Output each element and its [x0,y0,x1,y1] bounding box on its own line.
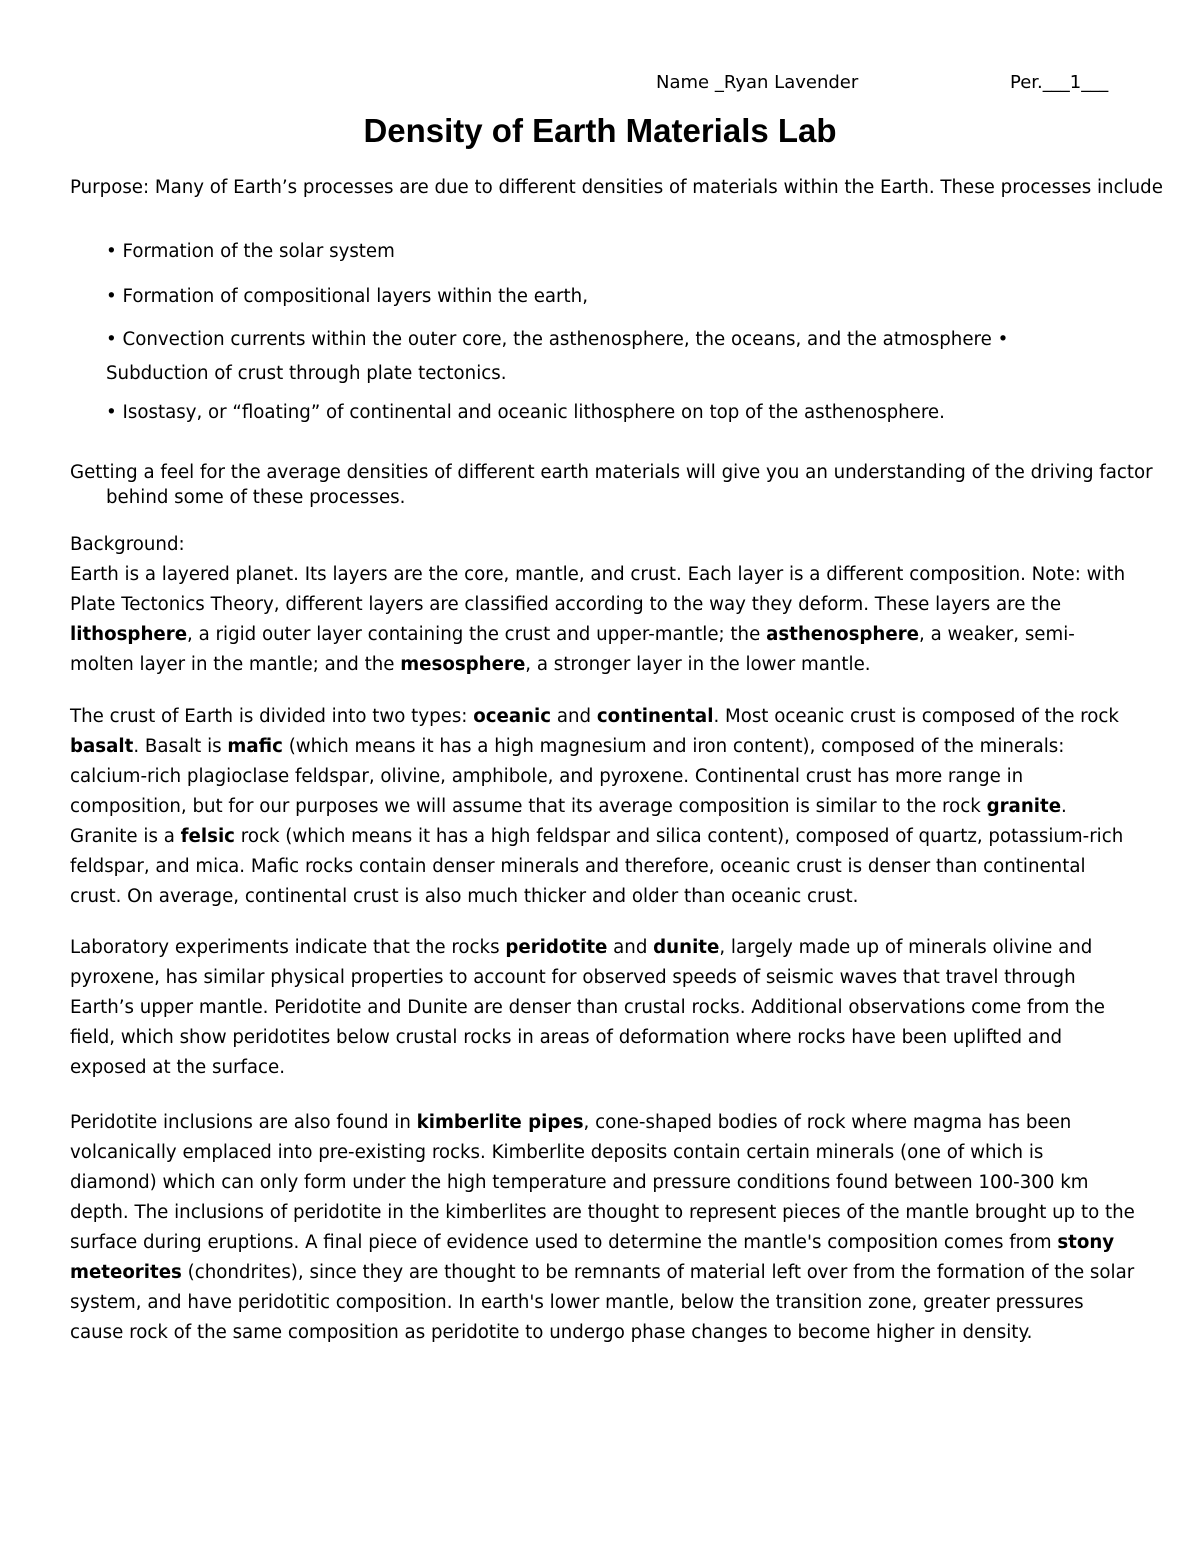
text-run: . Basalt is [133,736,228,757]
background-paragraph-1 [70,560,1135,680]
text-run: . Granite is a [70,796,1067,847]
student-name-field: Name _Ryan Lavender [656,72,859,93]
text-run: Peridotite inclusions are also found in [70,1112,417,1133]
text-run: (which means it has a high magnesium and iron content), composed of the minerals: calcium-rich plagioclase feldspar, olivine, amphibole, and pyroxene. Continental crust has more range in composition, but for our purposes we will assume that its average composition is similar to the rock [70,736,1065,817]
period-field: Per.___1___ [1010,72,1109,93]
term-continental: continental [596,706,714,727]
term-asthenosphere: asthenosphere [766,624,920,645]
text-run: (chondrites), since they are thought to be remnants of material left over from the formation of the solar system, and have peridotitic composition. In earth's lower mantle, below the transition zone, greater pressures cause rock of the same composition as peridotite to undergo phase changes to become higher in density. [70,1262,1135,1343]
term-stony-meteorites: stony meteorites [70,1232,1115,1283]
text-run: . Most oceanic crust is composed of the rock [713,706,1119,727]
term-mafic: mafic [227,736,283,757]
purpose-closing: Getting a feel for the average densities of different earth materials will give you an understanding of the driving factor behind some of these processes. [70,462,1153,508]
term-felsic: felsic [180,826,235,847]
text-run: rock (which means it has a high feldspar and silica content), composed of quartz, potassium-rich feldspar, and mica. Mafic rocks contain denser minerals and therefore, oceanic crust is denser than continental crust. On average, continental crust is also much thicker and older than oceanic crust. [70,826,1124,907]
term-peridotite: peridotite [505,937,608,958]
text-run: , a stronger layer in the lower mantle. [525,654,871,675]
term-granite: granite [986,796,1062,817]
text-run: , a rigid outer layer containing the crust and upper-mantle; the [187,624,767,645]
background-paragraph-4 [70,1108,1135,1348]
text-run: , cone-shaped bodies of rock where magma has been volcanically emplaced into pre-existing rocks. Kimberlite deposits contain certain minerals (one of which is diamond) which can only form under the high temperature and pressure conditions found between 100-300 km depth. The inclusions of peridotite in the kimberlites are thought to represent pieces of the mantle brought up to the surface during eruptions. A final piece of evidence used to determine the mantle's composition comes from [70,1112,1135,1253]
text-run: Laboratory experiments indicate that the rocks [70,937,506,958]
term-oceanic: oceanic [473,706,552,727]
text-run: and [551,706,597,727]
purpose-bullet: • Formation of the solar system [106,241,395,262]
term-lithosphere: lithosphere [70,624,188,645]
purpose-bullet: • Formation of compositional layers within the earth, [106,286,588,307]
purpose-intro: Purpose: Many of Earth’s processes are due to different densities of materials within the Earth. These processes include [70,177,1163,198]
background-paragraph-3 [70,933,1135,1083]
background-heading: Background: [70,534,185,555]
text-run: Earth is a layered planet. Its layers are the core, mantle, and crust. Each layer is a different composition. Note: with Plate Tectonics Theory, different layers are classified according to the way they deform. These layers are the [70,564,1126,615]
text-run: , largely made up of minerals olivine and pyroxene, has similar physical properties to account for observed speeds of seismic waves that travel through Earth’s upper mantle. Peridotite and Dunite are denser than crustal rocks. Additional observations come from the field, which show peridotites below crustal rocks in areas of deformation where rocks have been uplifted and exposed at the surface. [70,937,1105,1078]
text-run: The crust of Earth is divided into two types: [70,706,474,727]
text-run: , a weaker, semi-molten layer in the mantle; and the [70,624,1075,675]
header-line [0,72,1200,98]
term-dunite: dunite [653,937,720,958]
term-basalt: basalt [70,736,134,757]
purpose-bullet: • Convection currents within the outer core, the asthenosphere, the oceans, and the atmosphere • Subduction of crust through plate tectonics. [106,329,1009,384]
page-title: Density of Earth Materials Lab [363,112,837,149]
text-run: and [607,937,654,958]
term-mesosphere: mesosphere [400,654,526,675]
term-kimberlite-pipes: kimberlite pipes [416,1112,584,1133]
background-paragraph-2 [70,702,1135,912]
purpose-bullet: • Isostasy, or “floating” of continental and oceanic lithosphere on top of the asthenosphere. [106,402,945,423]
